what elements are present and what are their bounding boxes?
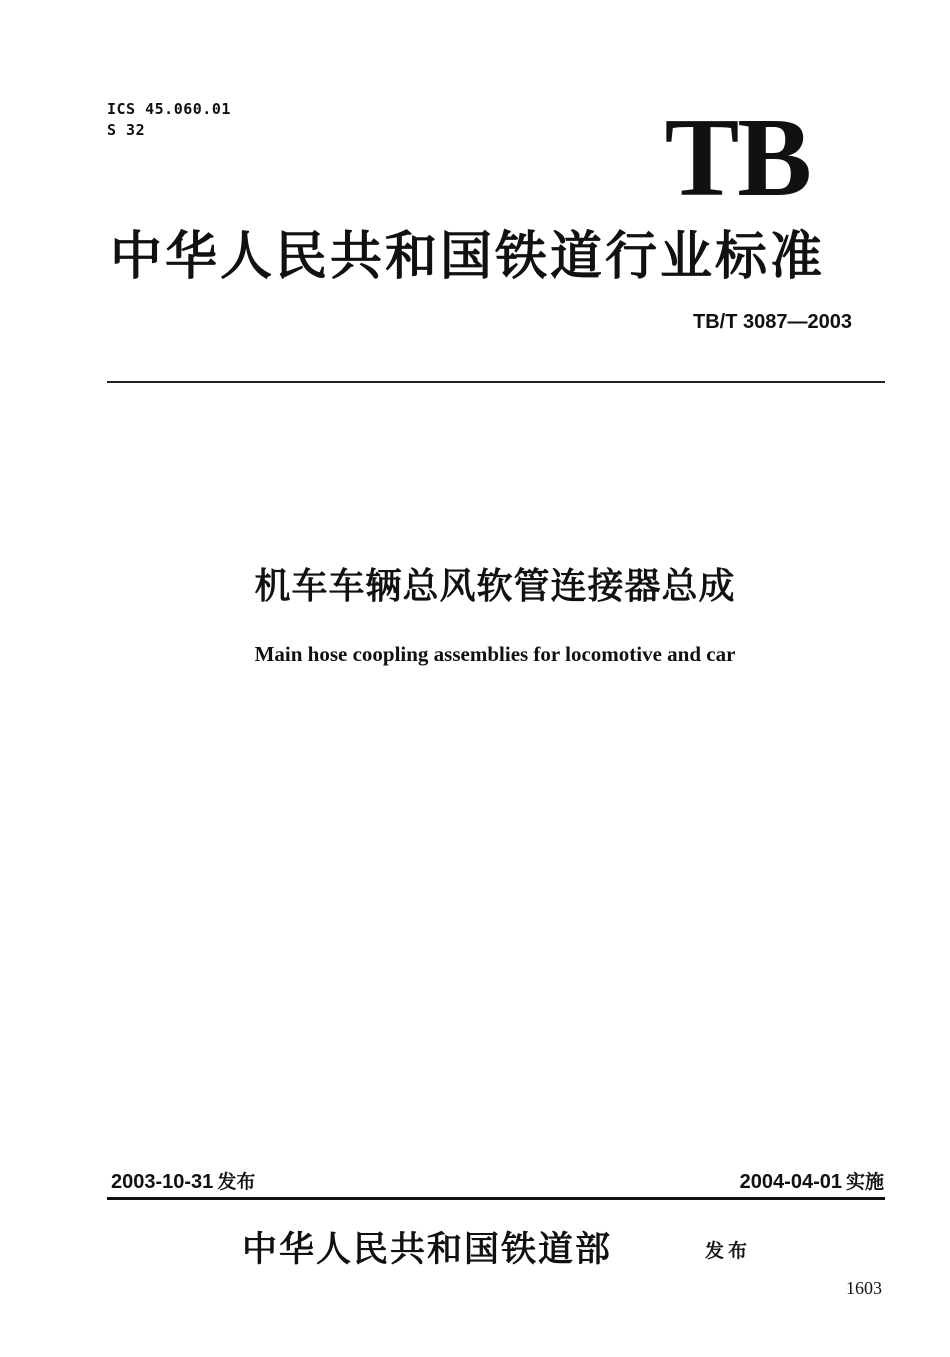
- issue-date-line: [111, 1167, 255, 1194]
- document-title-english: Main hose coopling assemblies for locomotive and car: [254, 642, 736, 666]
- publisher-name: 中华人民共和国铁道部: [242, 1229, 613, 1270]
- top-divider: [107, 381, 885, 383]
- implementation-label: 实施: [845, 1171, 884, 1193]
- implementation-date: 2004-04-01: [739, 1171, 842, 1193]
- issue-date: 2003-10-31: [111, 1171, 214, 1193]
- ics-code: ICS 45.060.01: [107, 100, 231, 118]
- tb-logo: TB: [664, 96, 810, 220]
- publisher-suffix: 发布: [705, 1240, 752, 1262]
- document-title-chinese: 机车车辆总风软管连接器总成: [254, 566, 736, 607]
- implementation-date-line: [740, 1167, 884, 1194]
- page-number: 1603: [846, 1278, 882, 1298]
- issue-label: 发布: [217, 1171, 256, 1193]
- standard-title: 中华人民共和国铁道行业标准: [110, 226, 826, 287]
- classification-code: S 32: [107, 121, 146, 139]
- bottom-divider: [107, 1197, 885, 1200]
- standard-number: TB/T 3087—2003: [693, 311, 852, 333]
